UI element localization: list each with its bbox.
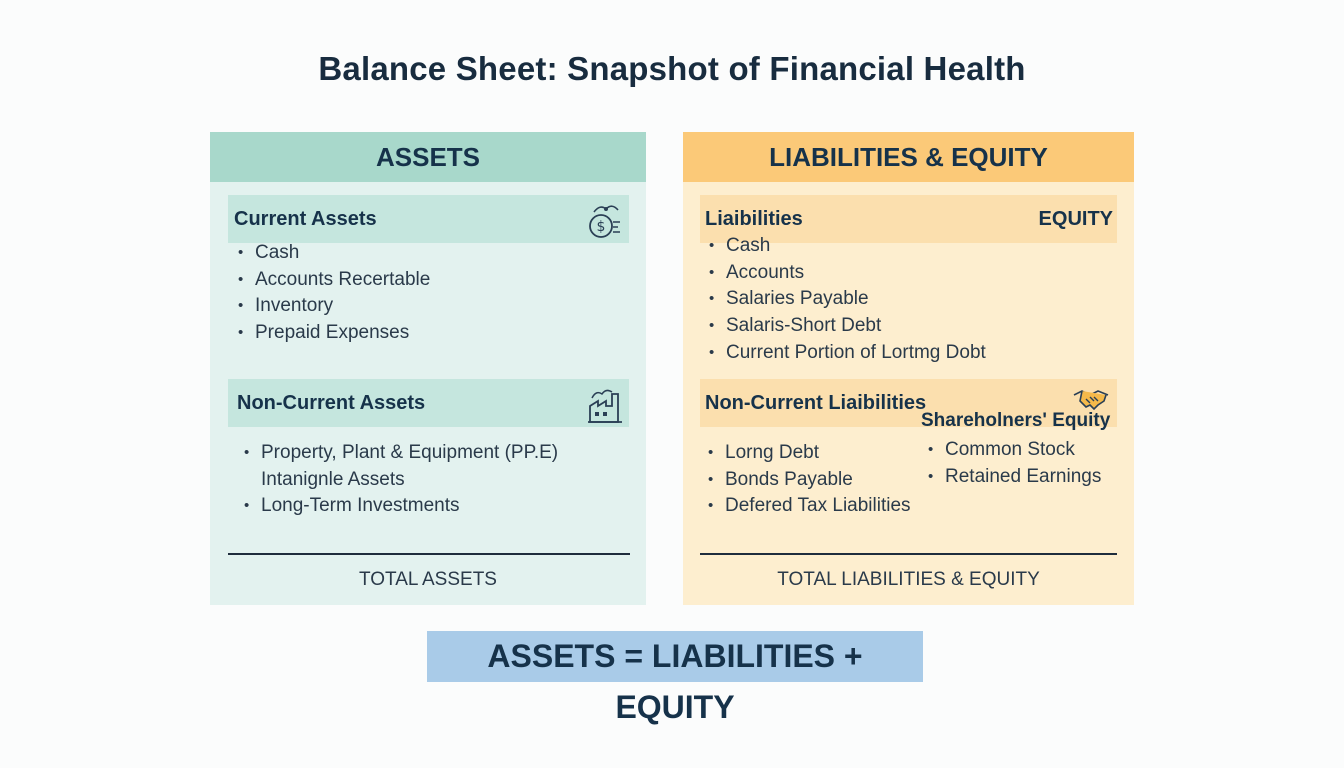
- list-item: • Defered Tax Liabilities: [705, 493, 911, 520]
- total-assets: TOTAL ASSETS: [359, 569, 497, 590]
- non-current-liabilities-label: Non-Current Liaibilities: [705, 392, 927, 414]
- list-item: • Common Stock: [925, 437, 1101, 464]
- list-item: • Prepaid Expenses: [235, 320, 430, 347]
- total-liabilities-equity: TOTAL LIABILITIES & EQUITY: [777, 569, 1040, 590]
- current-assets-list: [235, 240, 430, 347]
- non-current-liabilities-list: [705, 440, 911, 520]
- list-item: • Accounts Recertable: [235, 267, 430, 294]
- current-assets-band: [228, 195, 629, 243]
- liabilities-equity-panel: [683, 132, 1134, 605]
- list-item: • Salaris-Short Debt: [706, 313, 986, 340]
- list-item: Intanignle Assets: [261, 468, 405, 490]
- list-item: • Bonds Payable: [705, 467, 911, 494]
- list-item: • Inventory: [235, 293, 430, 320]
- liabilities-label: Liaibilities: [705, 208, 803, 230]
- equity-label: EQUITY: [1038, 208, 1113, 230]
- list-item: • Lorng Debt: [705, 440, 911, 467]
- non-current-assets-list: [241, 440, 558, 520]
- non-current-assets-band: [228, 379, 629, 427]
- divider: [700, 553, 1117, 555]
- factory-icon: [586, 384, 626, 429]
- liabilities-equity-header: LIABILITIES & EQUITY: [683, 132, 1134, 182]
- accounting-equation: ASSETS = LIABILITIES + EQUITY: [427, 631, 923, 682]
- money-coin-icon: [586, 200, 626, 245]
- list-item: • Salaries Payable: [706, 286, 986, 313]
- shareholders-equity-list: [925, 437, 1101, 490]
- assets-header: ASSETS: [210, 132, 646, 182]
- shareholders-equity-label: Shareholners' Equity: [921, 410, 1111, 431]
- page-title: Balance Sheet: Snapshot of Financial Health: [318, 50, 1026, 87]
- non-current-assets-label: Non-Current Assets: [237, 392, 426, 414]
- list-item: • Accounts: [706, 260, 986, 287]
- assets-panel: [210, 132, 646, 605]
- list-item: • Cash: [706, 233, 986, 260]
- list-item: • Cash: [235, 240, 430, 267]
- divider: [228, 553, 630, 555]
- current-assets-label: Current Assets: [234, 208, 377, 230]
- svg-text:$: $: [596, 219, 606, 235]
- list-item: • Property, Plant & Equipment (PP.E): [241, 440, 558, 467]
- liabilities-list: [706, 233, 986, 366]
- list-item: • Retained Earnings: [925, 464, 1101, 491]
- list-item: • Long-Term Investments: [241, 493, 558, 520]
- list-item: • Current Portion of Lortmg Dobt: [706, 340, 986, 367]
